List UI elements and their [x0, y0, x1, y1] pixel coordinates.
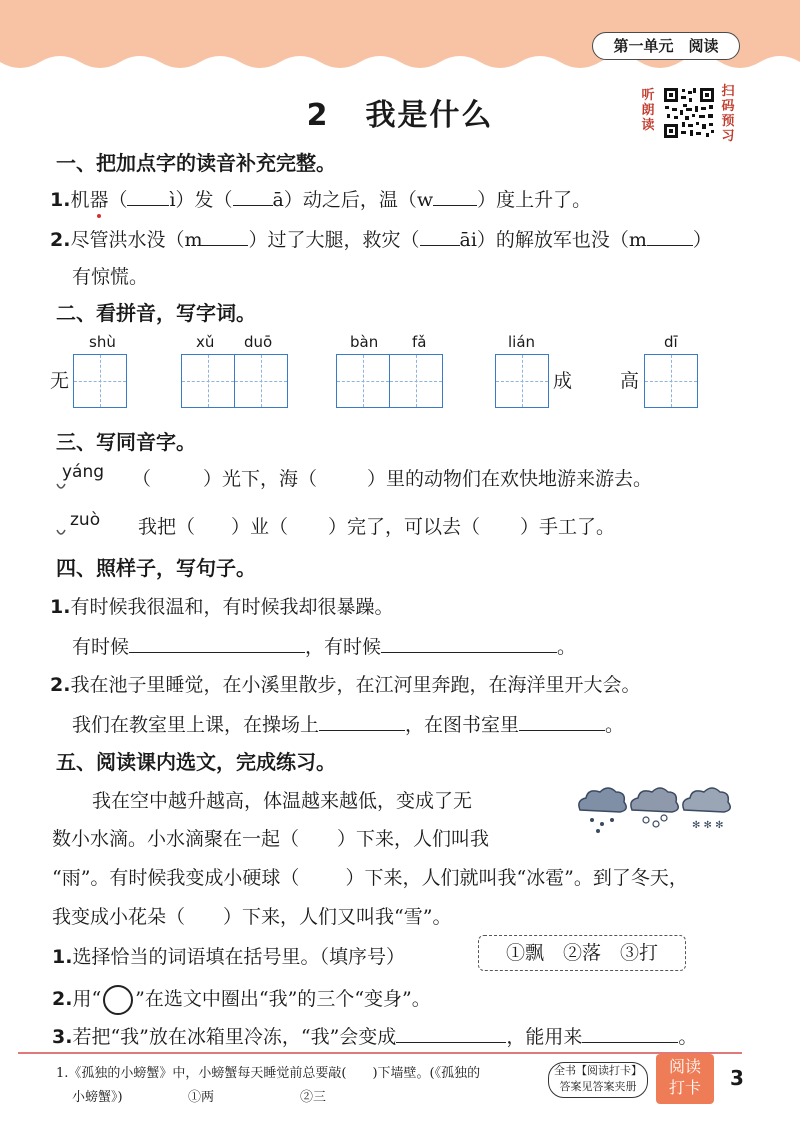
footer-divider [18, 1052, 742, 1054]
passage-line-2 [52, 824, 489, 851]
answer-blank[interactable] [381, 632, 557, 653]
s3-row1 [132, 464, 652, 491]
pinyin-lian: lián [508, 333, 536, 351]
passage-3b: ）下来，人们就叫我“冰雹”。到了冬天， [345, 867, 688, 889]
qr-code-icon[interactable] [662, 86, 716, 140]
checkin-note-line-1: 全书【阅读打卡】 [554, 1064, 642, 1077]
passage-line-4 [52, 902, 451, 929]
answer-blank[interactable] [647, 225, 693, 246]
s1-q1 [50, 185, 591, 212]
question-number: 1. [50, 596, 71, 618]
writing-box-shu[interactable] [73, 354, 127, 408]
s4-q1-ans-b: ，有时候 [305, 636, 382, 658]
footer-note-line-1: 1.《孤独的小螃蟹》中，小螃蟹每天睡觉前总要敲( )下墙壁。(《孤独的 [56, 1066, 481, 1081]
s3-row2 [138, 512, 615, 539]
snow-cloud-icon [683, 788, 730, 831]
q2-text-d: ） [692, 229, 712, 251]
answer-blank[interactable] [319, 710, 405, 731]
s1-q2 [50, 225, 712, 252]
lesson-number: 2 [306, 98, 330, 133]
footer-option-2[interactable]: ②三 [300, 1090, 327, 1105]
unit-tag: 第一单元 阅读 [592, 32, 740, 60]
s4-q2-ans-b: ，在图书室里 [405, 714, 520, 736]
svg-text:✻ ✻ ✻: ✻ ✻ ✻ [692, 820, 724, 831]
answer-blank[interactable] [420, 225, 460, 246]
answer-blank[interactable] [582, 1022, 678, 1043]
question-number: 2. [50, 229, 71, 251]
checkin-note [548, 1062, 648, 1098]
footer-option-1[interactable]: ①两 [188, 1090, 215, 1105]
checkin-note-line-2: 答案见答案夹册 [559, 1080, 637, 1093]
q2-text-c: āi）的解放军也没（m [459, 229, 647, 251]
s5-q3-c: 。 [678, 1026, 698, 1048]
pinyin-ban: bàn [350, 333, 379, 351]
s5-q3-a: 若把“我”放在冰箱里冷冻，“我”会变成 [72, 1026, 397, 1048]
badge-line-2: 打卡 [668, 1078, 701, 1097]
passage-4b: ）下来，人们又叫我“雪”。 [223, 906, 452, 928]
s4-q2-text: 我在池子里睡觉，在小溪里散步，在江河里奔跑，在海洋里开大会。 [70, 674, 641, 696]
q1-text-a: 机器（ [70, 189, 128, 211]
passage-line-3 [52, 863, 688, 890]
s5-q2 [52, 984, 431, 1015]
badge-line-1: 阅读 [668, 1057, 701, 1076]
passage-4a: 我变成小花朵（ [52, 906, 186, 928]
question-number: 3. [52, 1026, 73, 1048]
lesson-title-text: 我是什么 [365, 98, 494, 133]
writing-box-xuduo[interactable] [181, 354, 288, 408]
q2-text-a: 尽管洪水没（m [70, 229, 203, 251]
q1-text-d: ）度上升了。 [477, 189, 592, 211]
s3-row2-d: ）手工了。 [520, 516, 616, 538]
s3-row2-b: ）业（ [231, 516, 289, 538]
s5-q1-text: 选择恰当的词语填在括号里。（填序号） [72, 946, 405, 968]
pinyin-xu: xǔ [196, 333, 215, 351]
s4-q2-ans-a: 我们在教室里上课，在操场上 [72, 714, 320, 736]
tone-mark-icon [56, 482, 66, 492]
s5-q3 [52, 1022, 697, 1049]
s4-q1-text: 有时候我很温和，有时候我却很暴躁。 [70, 596, 394, 618]
listen-label: 听朗读 [641, 88, 655, 133]
s4-q2 [50, 670, 640, 697]
s4-q1-ans-a: 有时候 [72, 636, 130, 658]
question-number: 2. [52, 988, 73, 1010]
question-number: 1. [52, 946, 73, 968]
page-number: 3 [730, 1066, 744, 1090]
pinyin-zuo: zuò [70, 510, 101, 530]
answer-blank[interactable] [519, 710, 605, 731]
answer-blank[interactable] [396, 1022, 506, 1043]
scan-preview-label: 扫码预习 [721, 84, 735, 144]
passage-2b: ）下来，人们叫我 [337, 828, 490, 850]
writing-box-banfa[interactable] [336, 354, 443, 408]
answer-blank[interactable] [202, 225, 248, 246]
pinyin-shu: shù [89, 333, 116, 351]
s4-q1-answer [72, 632, 576, 659]
char-cheng: 成 [553, 370, 573, 392]
passage-line-1: 我在空中越升越高，体温越来越低，变成了无 [92, 790, 473, 812]
circle-symbol-icon [103, 985, 133, 1015]
weather-clouds-illustration [574, 784, 734, 840]
question-number: 1. [50, 189, 71, 211]
q2-text-b: ）过了大腿，救灾（ [248, 229, 420, 251]
pinyin-duo: duō [244, 333, 273, 351]
passage-2a: 数小水滴。小水滴聚在一起（ [52, 828, 300, 850]
hail-cloud-icon [631, 788, 678, 827]
s3-row2-a: 我把（ [138, 516, 196, 538]
section-2-heading: 二、看拼音，写字词。 [56, 301, 256, 325]
section-5-heading: 五、阅读课内选文，完成练习。 [56, 750, 336, 774]
s4-q2-answer [72, 710, 624, 737]
section-3-heading: 三、写同音字。 [56, 430, 196, 454]
answer-blank[interactable] [127, 185, 169, 206]
s5-q1 [52, 942, 405, 969]
q1-text-c: ā）动之后，温（w [272, 189, 434, 211]
s1-q2-continued: 有惊慌。 [72, 266, 149, 288]
s5-q3-b: ，能用来 [506, 1026, 583, 1048]
reading-checkin-badge[interactable] [656, 1054, 714, 1104]
s4-q1-ans-c: 。 [557, 636, 577, 658]
answer-blank[interactable] [433, 185, 477, 206]
s4-q1 [50, 592, 393, 619]
q1-text-b: ì）发（ [169, 189, 233, 211]
s4-q2-ans-c: 。 [605, 714, 625, 736]
word-choices-box: ①飘 ②落 ③打 [478, 935, 686, 971]
char-gao: 高 [620, 370, 640, 392]
s3-row1-c: ）里的动物们在欢快地游来游去。 [367, 468, 653, 490]
s3-row1-a: （ [132, 468, 152, 490]
writing-box-di[interactable] [644, 354, 698, 408]
pinyin-fa: fǎ [412, 333, 427, 351]
rain-cloud-icon [579, 788, 626, 833]
answer-blank[interactable] [129, 632, 305, 653]
s5-q2-b: ”在选文中圈出“我”的三个“变身”。 [135, 988, 431, 1010]
section-1-heading: 一、把加点字的读音补充完整。 [56, 151, 336, 175]
footer-note-line-2: 小螃蟹》) [72, 1090, 123, 1105]
s3-row2-c: ）完了，可以去（ [328, 516, 481, 538]
passage-3a: “雨”。有时候我变成小硬球（ [52, 867, 300, 889]
tone-mark-icon [56, 528, 66, 538]
pinyin-yang: yáng [62, 462, 105, 482]
question-number: 2. [50, 674, 71, 696]
s3-row1-b: ）光下，海（ [203, 468, 318, 490]
char-wu: 无 [50, 370, 70, 392]
s5-q2-a: 用“ [72, 988, 102, 1010]
section-4-heading: 四、照样子，写句子。 [56, 556, 256, 580]
pinyin-di: dī [664, 333, 678, 351]
writing-box-lian[interactable] [495, 354, 549, 408]
answer-blank[interactable] [233, 185, 273, 206]
